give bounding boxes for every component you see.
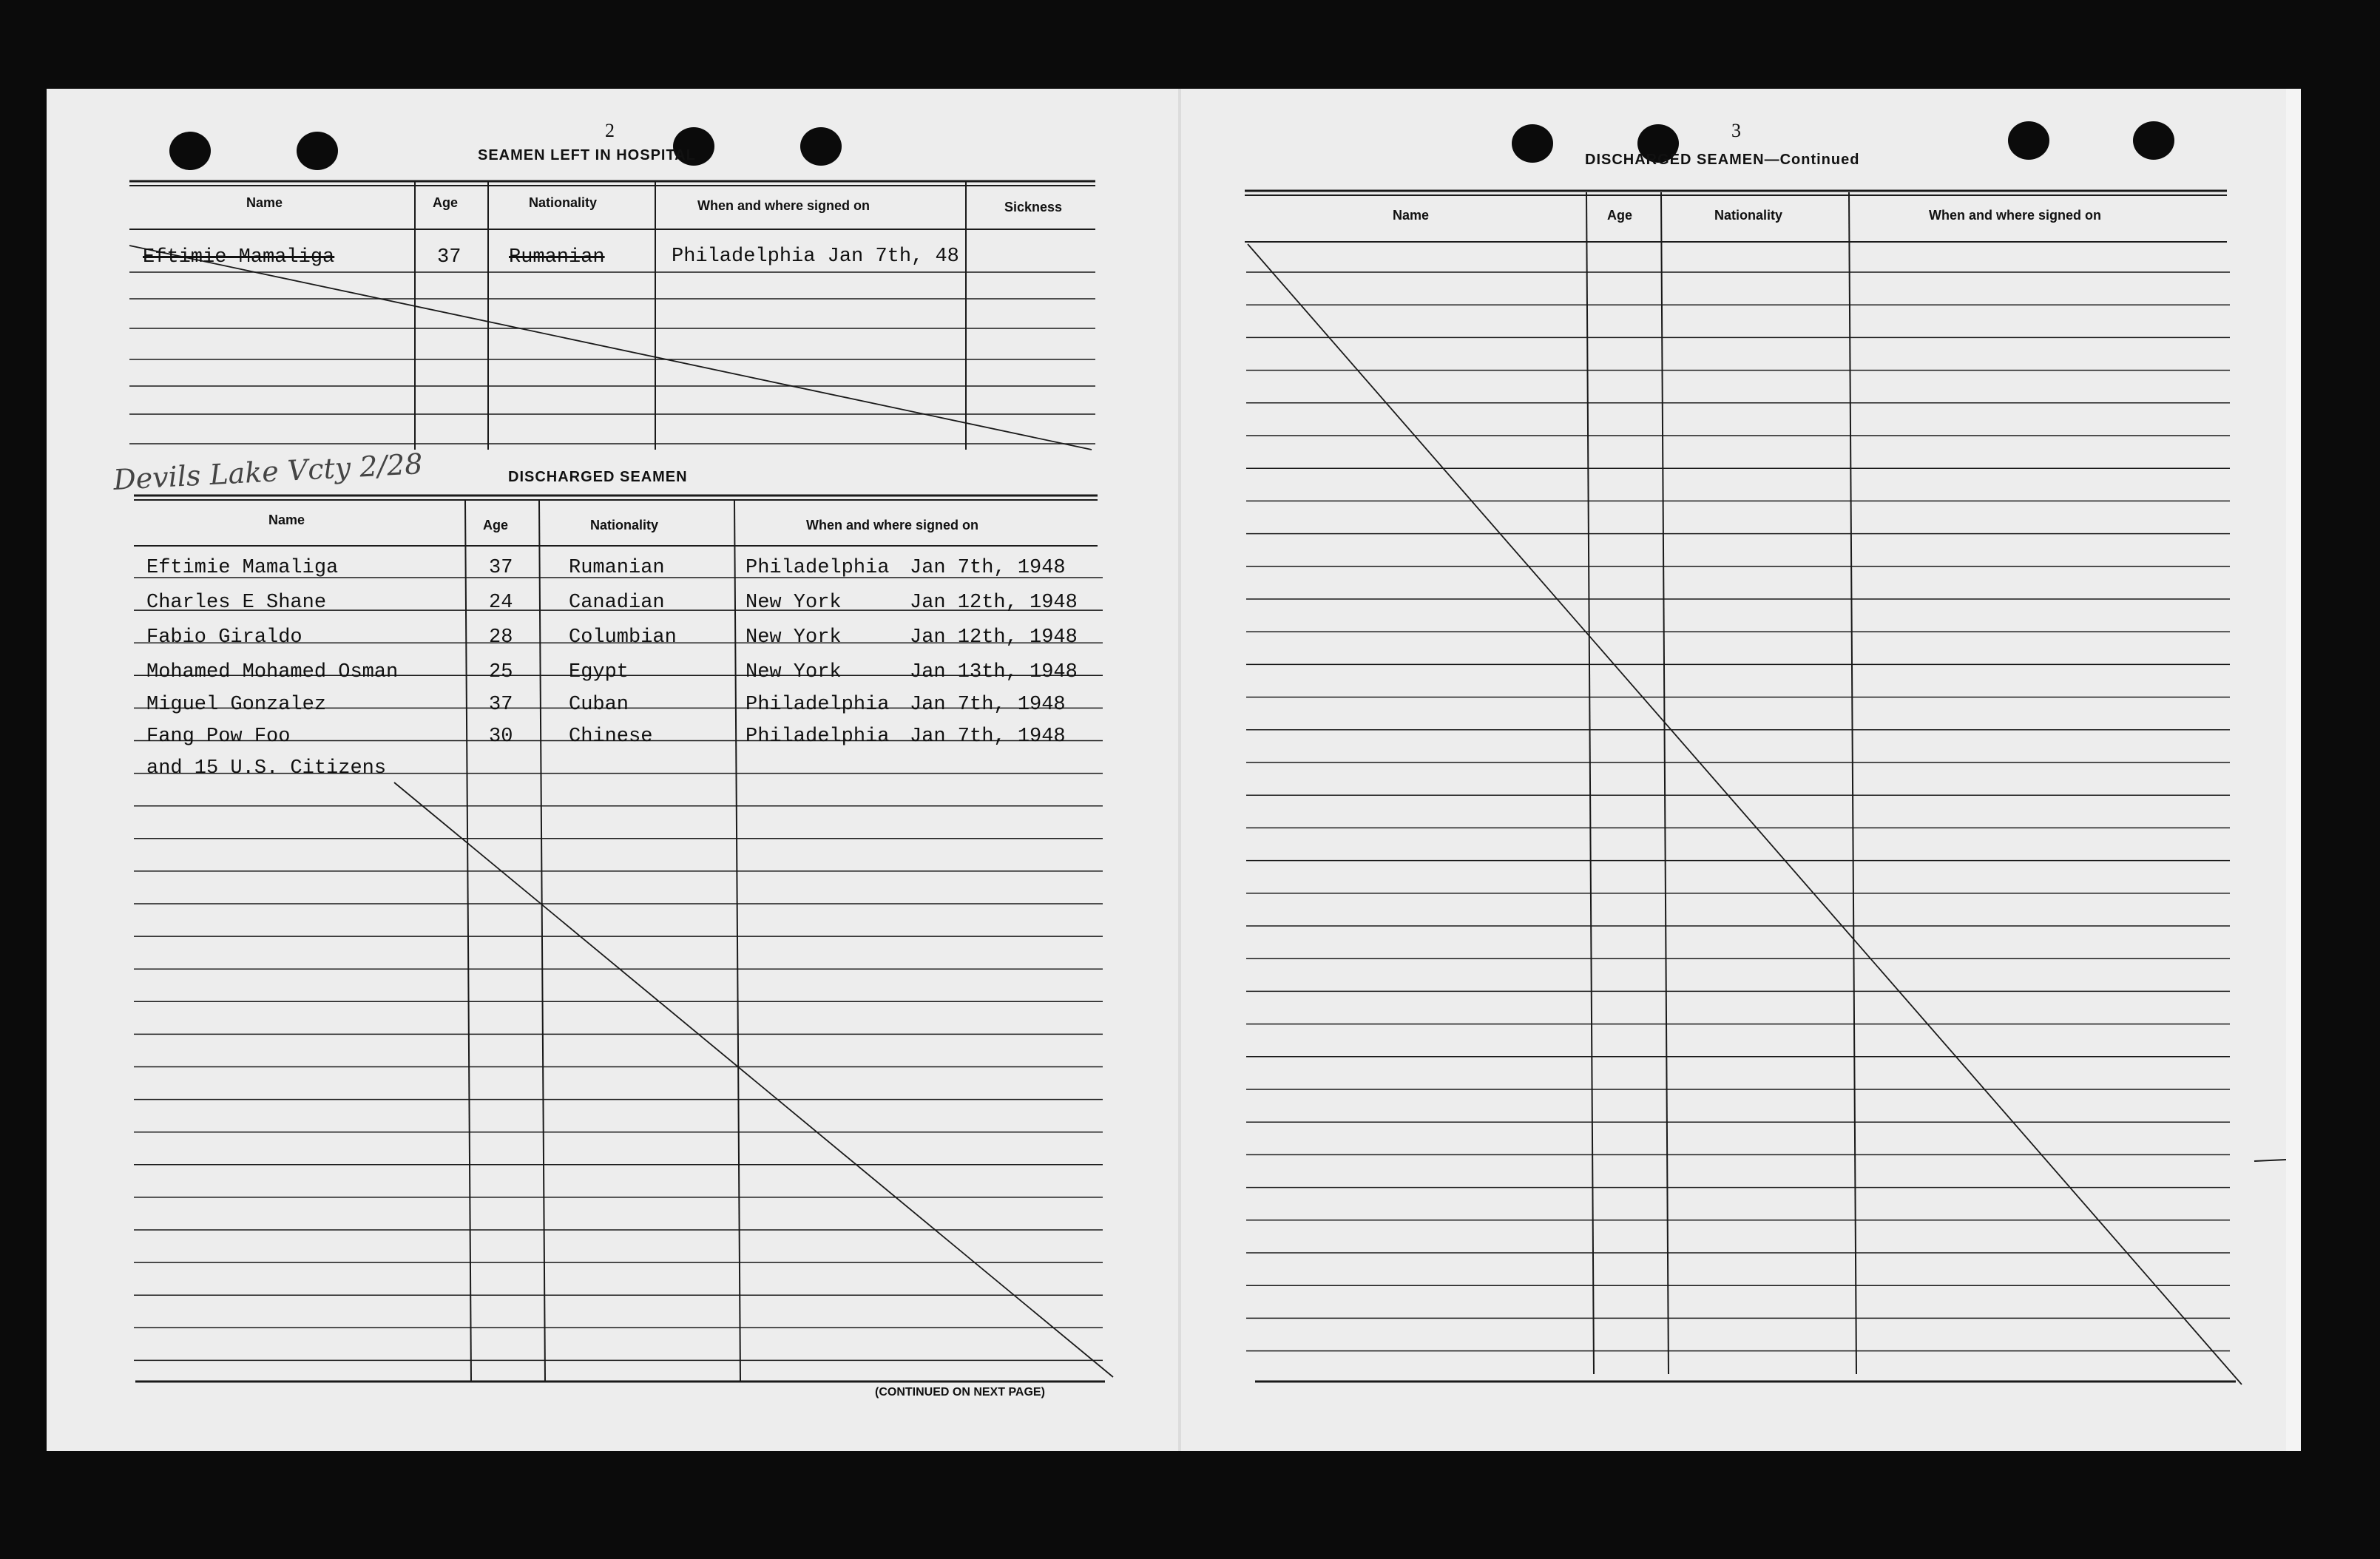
rule-line: [734, 500, 740, 1382]
signed-on-place: Philadelphia: [746, 694, 890, 716]
continued-section-title: DISCHARGED SEAMEN—Continued: [1585, 152, 1860, 168]
column-header: Name: [246, 195, 283, 210]
seaman-nationality: Columbian: [569, 626, 677, 649]
hospital-signed-on: Philadelphia Jan 7th, 48: [672, 246, 959, 268]
page-number: 2: [605, 120, 615, 141]
continued-note: (CONTINUED ON NEXT PAGE): [875, 1386, 1045, 1399]
column-header: When and where signed on: [806, 518, 979, 532]
rule-line: [129, 246, 1092, 450]
hospital-nationality: Rumanian: [509, 246, 605, 268]
seaman-age: 24: [489, 592, 513, 614]
signed-on-place: Philadelphia: [746, 557, 890, 579]
signed-on-date: Jan 12th, 1948: [910, 626, 1078, 649]
signed-on-date: Jan 7th, 1948: [910, 694, 1066, 716]
seaman-name: Fabio Giraldo: [146, 626, 302, 649]
signed-on-date: Jan 13th, 1948: [910, 661, 1078, 683]
seaman-name: Fang Pow Foo: [146, 726, 291, 748]
signed-on-date: Jan 7th, 1948: [910, 557, 1066, 579]
seaman-age: 37: [489, 694, 513, 716]
column-header: Age: [433, 195, 459, 210]
column-header: Nationality: [590, 518, 659, 532]
column-header: Age: [483, 518, 509, 532]
column-header: When and where signed on: [1929, 208, 2102, 223]
hospital-age: 37: [437, 246, 462, 268]
handwritten-note: Devils Lake Vcty 2/28: [112, 447, 424, 496]
rule-line: [1248, 244, 2242, 1384]
page-number: 3: [1731, 120, 1741, 141]
seaman-age: 37: [489, 557, 513, 579]
column-header: Age: [1607, 208, 1633, 223]
seaman-age: 25: [489, 661, 513, 683]
seaman-age: 28: [489, 626, 513, 649]
seaman-nationality: Egypt: [569, 661, 629, 683]
citizens-note: and 15 U.S. Citizens: [146, 757, 387, 780]
signed-on-place: New York: [746, 661, 842, 683]
signed-on-place: New York: [746, 626, 842, 649]
seaman-name: Miguel Gonzalez: [146, 694, 327, 716]
rule-line: [465, 500, 471, 1382]
page-edge: [2286, 89, 2301, 1451]
seaman-age: 30: [489, 726, 513, 748]
hospital-section-title: SEAMEN LEFT IN HOSPITAL: [478, 147, 696, 163]
seaman-name: Eftimie Mamaliga: [146, 557, 339, 579]
seaman-nationality: Rumanian: [569, 557, 665, 579]
signed-on-place: New York: [746, 592, 842, 614]
hospital-name: Eftimie Mamaliga: [143, 246, 335, 268]
column-header: Name: [1393, 208, 1430, 223]
signed-on-date: Jan 7th, 1948: [910, 726, 1066, 748]
discharged-section-title: DISCHARGED SEAMEN: [508, 469, 688, 485]
seaman-nationality: Chinese: [569, 726, 653, 748]
rule-line: [1661, 192, 1669, 1374]
seaman-nationality: Canadian: [569, 592, 665, 614]
seaman-nationality: Cuban: [569, 694, 629, 716]
document-spread: [47, 89, 2286, 1451]
column-header: Nationality: [1714, 208, 1783, 223]
column-header: When and where signed on: [697, 198, 870, 213]
rule-line: [539, 500, 545, 1382]
seaman-name: Charles E Shane: [146, 592, 327, 614]
column-header: Sickness: [1004, 200, 1063, 214]
rule-line: [2254, 1160, 2286, 1161]
column-header: Name: [268, 513, 305, 527]
rule-line: [1586, 192, 1594, 1374]
column-header: Nationality: [529, 195, 598, 210]
signed-on-date: Jan 12th, 1948: [910, 592, 1078, 614]
rule-line: [1849, 192, 1856, 1374]
seaman-name: Mohamed Mohamed Osman: [146, 661, 399, 683]
signed-on-place: Philadelphia: [746, 726, 890, 748]
